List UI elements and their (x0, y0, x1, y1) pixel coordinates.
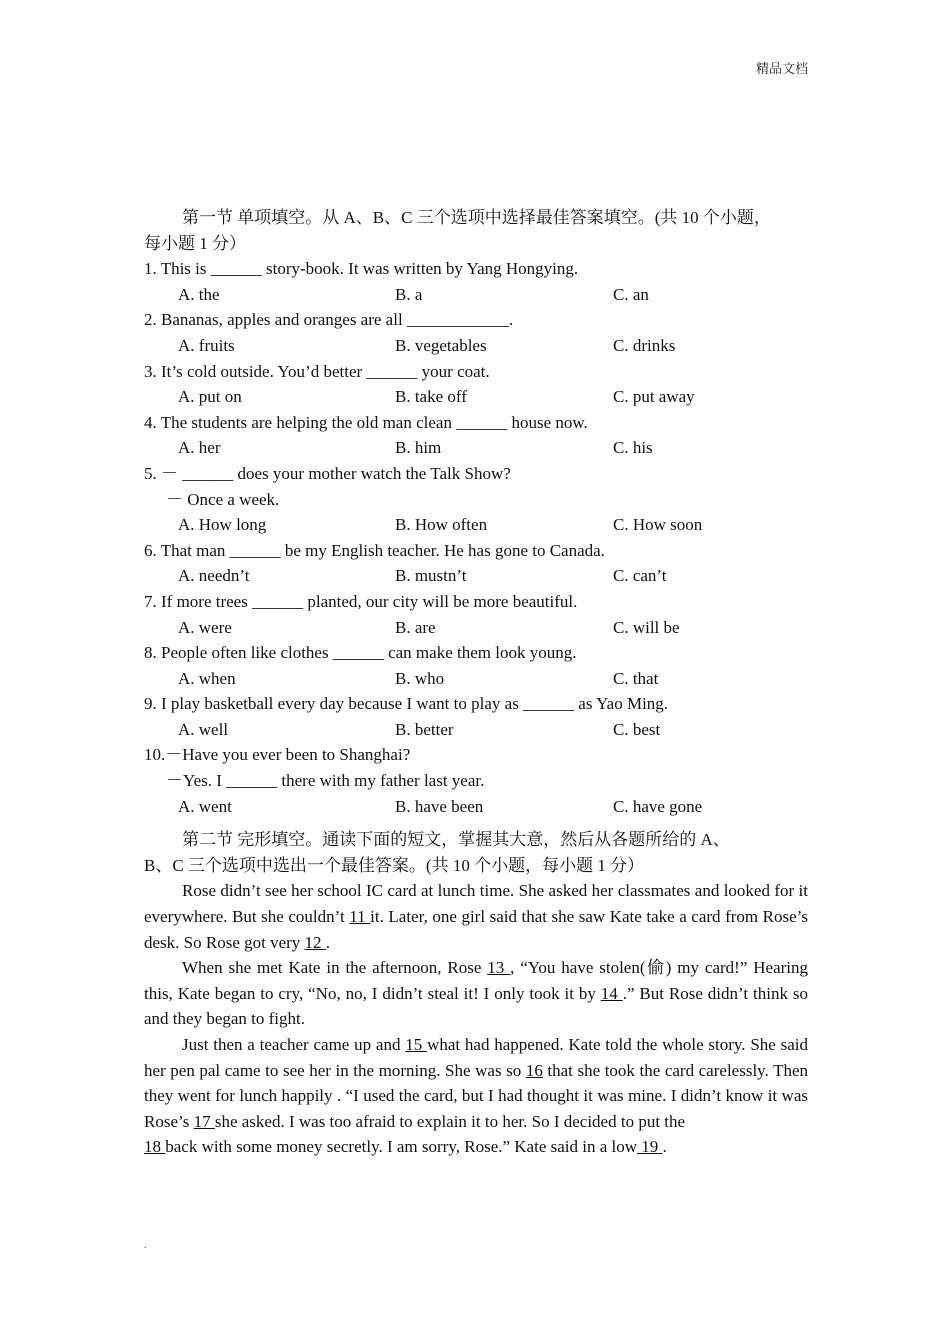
passage-text: what had happened. Kate told the whole story. She said her pen pal came to see her in the morning. She was so (144, 1035, 809, 1080)
option-b: B. are (395, 617, 436, 637)
question-10-stem: 10.－Have you ever been to Shanghai? (144, 745, 411, 765)
option-b: B. have been (395, 796, 484, 816)
passage-text: When she met Kate in the afternoon, Rose (182, 958, 488, 978)
option-c: C. an (613, 284, 649, 304)
document-body (144, 205, 808, 1160)
option-c: C. will be (613, 617, 680, 637)
option-c: C. have gone (613, 796, 703, 816)
question-9-stem: 9. I play basketball every day because I want to play as ______ as Yao Ming. (144, 694, 669, 714)
option-a: A. How long (178, 515, 267, 535)
blank-19: 19 (637, 1137, 663, 1157)
question-6-stem: 6. That man ______ be my English teacher. He has gone to Canada. (144, 540, 605, 560)
footer-dot: . (144, 1240, 147, 1251)
option-a: A. went (178, 796, 232, 816)
question-10-options (144, 794, 808, 820)
blank-13: 13 (487, 958, 511, 978)
question-3-options (144, 384, 808, 410)
option-b: B. How often (395, 515, 488, 535)
option-c: C. best (613, 719, 661, 739)
question-5-stem-reply: － Once a week. (166, 489, 280, 509)
question-10-stem-reply: －Yes. I ______ there with my father last year. (166, 771, 485, 791)
question-7-stem: 7. If more trees ______ planted, our city will be more beautiful. (144, 591, 578, 611)
blank-11: 11 (349, 907, 371, 927)
passage-paragraph-2 (144, 955, 808, 1032)
option-a: A. were (178, 617, 232, 637)
question-4-options (144, 435, 808, 461)
option-b: B. vegetables (395, 335, 487, 355)
option-b: B. mustn’t (395, 566, 467, 586)
option-b: B. who (395, 668, 445, 688)
option-a: A. well (178, 719, 229, 739)
passage-paragraph-3 (144, 1032, 808, 1160)
option-a: A. the (178, 284, 220, 304)
blank-12: 12 (304, 932, 326, 952)
passage-text: .” But Rose didn’t think so and they began to fight. (144, 983, 808, 1029)
blank-14: 14 (600, 983, 623, 1003)
option-a: A. needn’t (178, 566, 250, 586)
passage-text: . (325, 932, 331, 952)
option-a: A. when (178, 668, 236, 688)
option-a: A. fruits (178, 335, 235, 355)
passage-text: Just then a teacher came up and (182, 1035, 406, 1054)
blank-16: 16 (525, 1060, 543, 1080)
blank-15: 15 (405, 1035, 428, 1054)
option-b: B. better (395, 719, 454, 739)
passage-text: it. Later, one girl said that she saw Kate take a card from Rose’s desk. So Rose got very (144, 907, 808, 952)
section2-intro-line2: B、C 三个选项中选出一个最佳答案。(共 10 个小题，每小题 1 分） (144, 855, 645, 875)
option-a: A. put on (178, 387, 242, 407)
question-8-stem: 8. People often like clothes ______ can make them look young. (144, 643, 577, 663)
passage-text: . (662, 1137, 667, 1157)
passage-text: back with some money secretly. I am sorry, Rose.” Kate said in a low (165, 1137, 638, 1157)
question-8-options (144, 666, 808, 692)
option-c: C. his (613, 438, 653, 458)
question-1-options (144, 282, 808, 308)
question-6-options (144, 563, 808, 589)
option-c: C. can’t (613, 566, 667, 586)
option-c: C. drinks (613, 335, 676, 355)
blank-17: 17 (193, 1111, 215, 1131)
section1-intro-line1: 第一节 单项填空。从 A、B、C 三个选项中选择最佳答案填空。(共 10 个小题， (182, 208, 771, 227)
passage-text: that she took the card carelessly. Then they went for lunch happily . “I used the card, but I had thought it was mine. I didn’t know it was Rose’s (144, 1060, 809, 1131)
option-c: C. that (613, 668, 659, 688)
option-b: B. take off (395, 387, 467, 407)
question-3-stem: 3. It’s cold outside. You’d better ______ your coat. (144, 361, 490, 381)
question-4-stem: 4. The students are helping the old man clean ______ house now. (144, 412, 588, 432)
option-b: B. a (395, 284, 423, 304)
option-b: B. him (395, 438, 442, 458)
passage-paragraph-1 (144, 878, 808, 955)
passage-text: , “You have stolen(偷) my card!” Hearing this, Kate began to cry, “No, no, I didn’t steal it! I only took it by (144, 958, 809, 1003)
passage-text: she asked. I was too afraid to explain it to her. So I decided to put the (214, 1111, 686, 1131)
question-1-stem: 1. This is ______ story-book. It was written by Yang Hongying. (144, 259, 579, 279)
passage-text: Rose didn’t see her school IC card at lunch time. She asked her classmates and looked for it everywhere. But she couldn’t (144, 881, 808, 927)
blank-18: 18 (144, 1137, 166, 1157)
option-c: C. How soon (613, 515, 703, 535)
question-5-stem: 5. － ______ does your mother watch the Talk Show? (144, 463, 511, 483)
question-2-stem: 2. Bananas, apples and oranges are all ____________. (144, 310, 514, 330)
option-c: C. put away (613, 387, 695, 407)
page-header-watermark: 精品文档 (755, 61, 808, 76)
question-2-options (144, 333, 808, 359)
question-9-options (144, 717, 808, 743)
question-7-options (144, 615, 808, 641)
section1-intro-line2: 每小题 1 分） (144, 233, 246, 253)
section2-intro-line1: 第二节 完形填空。通读下面的短文，掌握其大意，然后从各题所给的 A、 (182, 830, 730, 850)
option-a: A. her (178, 438, 221, 458)
question-5-options (144, 512, 808, 538)
